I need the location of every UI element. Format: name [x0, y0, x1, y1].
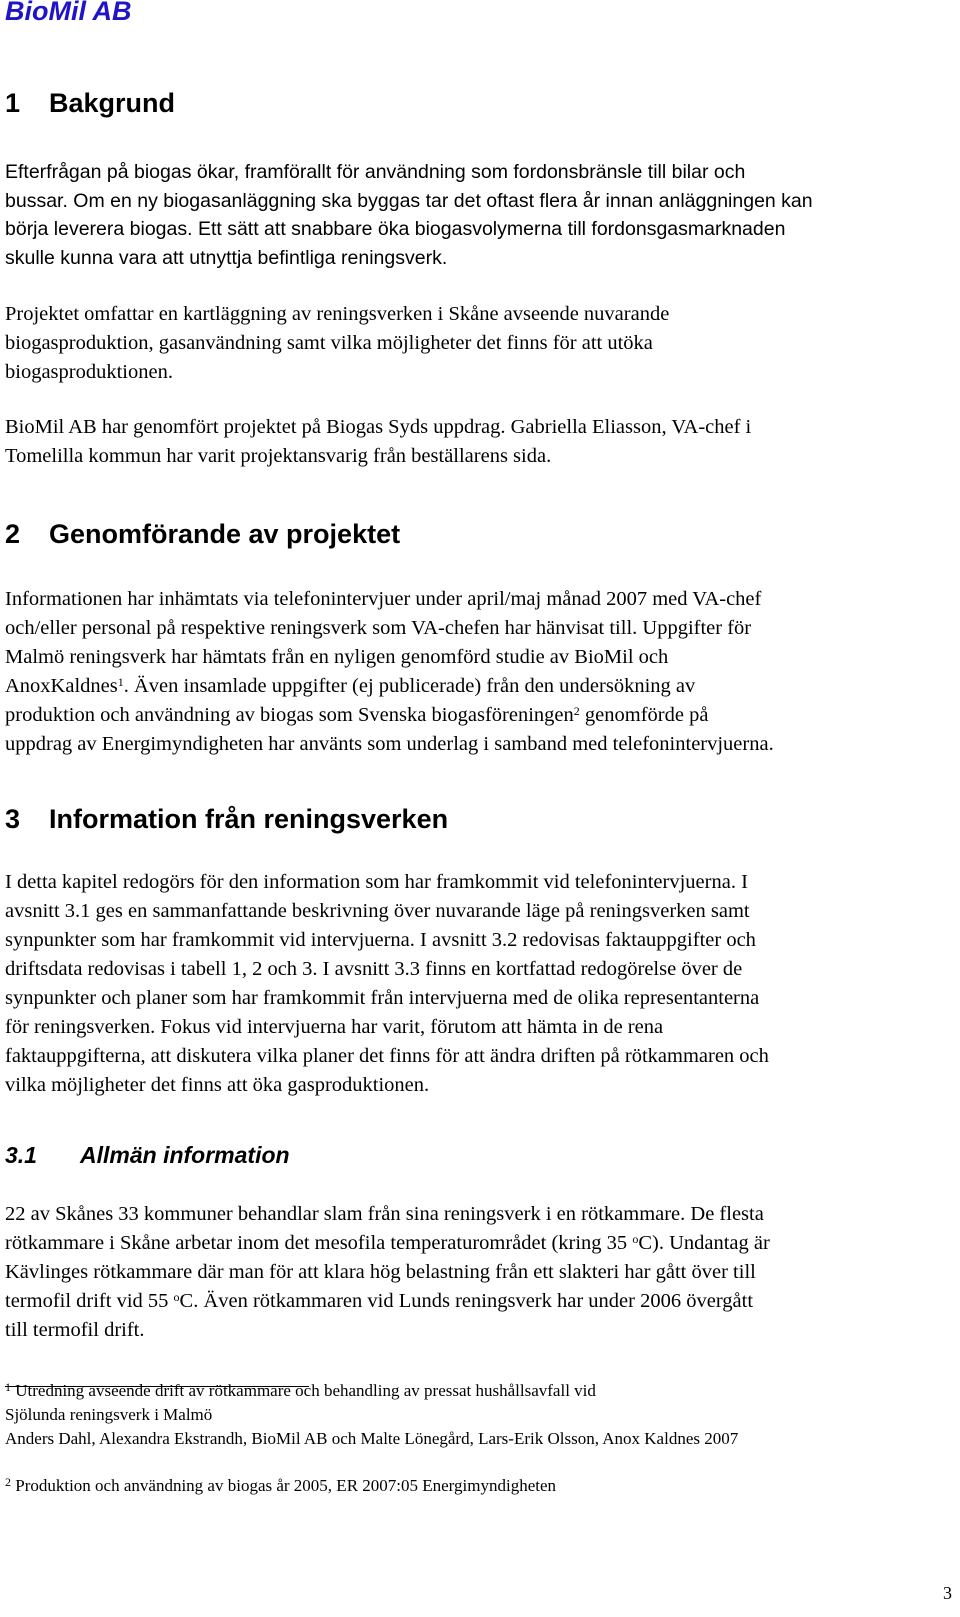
text-line [5, 701, 955, 730]
footnote-ref-2[interactable]: 2 [573, 704, 580, 718]
text-line: till termofil drift. [5, 1319, 145, 1341]
text-line: Informationen har inhämtats via telefonintervjuer under april/maj månad 2007 med VA-chef [5, 588, 762, 610]
text-segment: rötkammare i Skåne arbetar inom det mesofila temperaturområdet (kring 35 [5, 1232, 633, 1254]
section-heading-1 [5, 88, 175, 119]
text-segment: genomförde på [579, 704, 709, 726]
text-segment: . Även insamlade uppgifter (ej publicerade) från den undersökning av [123, 675, 696, 697]
text-line: skulle kunna vara att utnyttja befintliga reningsverk. [5, 246, 448, 269]
text-line: BioMil AB har genomfört projektet på Biogas Syds uppdrag. Gabriella Eliasson, VA-chef i [5, 416, 752, 438]
text-segment: produktion och användning av biogas som Svenska biogasföreningen [5, 704, 574, 726]
text-line: driftsdata redovisas i tabell 1, 2 och 3. I avsnitt 3.3 finns en kortfattad redogörelse över de [5, 958, 743, 980]
text-line: I detta kapitel redogörs för den information som har framkommit vid telefonintervjuerna. I [5, 871, 748, 893]
text-line: börja leverera biogas. Ett sätt att snabbare öka biogasvolymerna till fordonsgasmarknaden [5, 218, 786, 240]
degree-mark: o [632, 1232, 639, 1246]
text-line: faktauppgifterna, att diskutera vilka planer det finns för att ändra driften på rötkammaren och [5, 1045, 769, 1067]
text-line: biogasproduktion, gasanvändning samt vilka möjligheter det finns för att utöka [5, 332, 653, 354]
text-line: och/eller personal på respektive reningsverk som VA-chefen har hänvisat till. Uppgifter för [5, 617, 752, 639]
section-heading-3 [5, 804, 448, 835]
text-segment: termofil drift vid 55 [5, 1290, 174, 1312]
section-number: 3.1 [5, 1142, 37, 1168]
text-line: synpunkter och planer som har framkommit från intervjuerna med de olika representanterna [5, 987, 760, 1009]
paragraph-genomforande [5, 585, 955, 759]
footnote-mark: 2 [5, 1475, 11, 1489]
company-header: BioMil AB [5, 0, 132, 26]
footnote-ref-1[interactable]: 1 [117, 675, 124, 689]
page-number: 3 [943, 1583, 952, 1603]
text-line: 22 av Skånes 33 kommuner behandlar slam från sina reningsverk i en rötkammare. De flesta [5, 1203, 764, 1225]
text-line: bussar. Om en ny biogasanläggning ska byggas tar det oftast flera år innan anläggningen kan [5, 189, 813, 212]
section-title: Allmän information [80, 1142, 290, 1168]
text-segment: Utredning avseende drift av rötkammare och behandling av pressat hushållsavfall vid [11, 1381, 596, 1400]
section-number: 2 [5, 519, 21, 549]
footnote-2 [5, 1474, 556, 1498]
text-line: Tomelilla kommun har varit projektansvarig från beställarens sida. [5, 445, 552, 467]
text-line [5, 1474, 556, 1498]
text-line: biogasproduktionen. [5, 361, 173, 383]
text-segment: C. Även rötkammaren vid Lunds reningsverk har under 2006 övergått [179, 1290, 754, 1312]
section-title: Genomförande av projektet [49, 519, 401, 549]
paragraph-uppdrag [5, 413, 955, 471]
text-line [5, 1379, 738, 1403]
text-line: vilka möjligheter det finns att öka gasproduktionen. [5, 1074, 430, 1096]
text-segment: AnoxKaldnes [5, 675, 118, 697]
section-number: 3 [5, 804, 21, 834]
paragraph-bakgrund [5, 158, 955, 272]
section-title: Information från reningsverken [49, 804, 449, 834]
paragraph-projektet [5, 300, 955, 387]
footnote-mark: 1 [5, 1380, 11, 1394]
text-line [5, 672, 955, 701]
text-segment: C). Undantag är [638, 1232, 770, 1254]
text-line: synpunkter som har framkommit vid intervjuerna. I avsnitt 3.2 redovisas faktauppgifter och [5, 929, 756, 951]
text-line: Sjölunda reningsverk i Malmö [5, 1405, 213, 1424]
text-segment: Produktion och användning av biogas år 2005, ER 2007:05 Energimyndigheten [11, 1476, 557, 1495]
degree-mark: o [173, 1290, 180, 1304]
paragraph-information [5, 868, 955, 1100]
section-number: 1 [5, 88, 21, 118]
text-line: Efterfrågan på biogas ökar, framförallt för användning som fordonsbränsle till bilar och [5, 161, 746, 183]
section-title: Bakgrund [49, 88, 176, 118]
text-line [5, 1229, 955, 1258]
paragraph-allman-information [5, 1200, 955, 1345]
section-heading-2 [5, 519, 400, 550]
text-line: uppdrag av Energimyndigheten har använts som underlag i samband med telefonintervjuerna. [5, 733, 774, 755]
text-line [5, 1287, 955, 1316]
subsection-heading-3-1 [5, 1142, 290, 1169]
text-line: Kävlinges rötkammare där man för att klara hög belastning från ett slakteri har gått över till [5, 1261, 756, 1283]
text-line: Malmö reningsverk har hämtats från en nyligen genomförd studie av BioMil och [5, 646, 669, 668]
footnote-1 [5, 1379, 738, 1451]
text-line: Projektet omfattar en kartläggning av reningsverken i Skåne avseende nuvarande [5, 303, 670, 325]
text-line: för reningsverken. Fokus vid intervjuerna har varit, förutom att hämta in de rena [5, 1016, 664, 1038]
text-line: Anders Dahl, Alexandra Ekstrandh, BioMil AB och Malte Lönegård, Lars-Erik Olsson, Anox Kaldnes 2007 [5, 1429, 739, 1448]
text-line: avsnitt 3.1 ges en sammanfattande beskrivning över nuvarande läge på reningsverken samt [5, 900, 750, 922]
